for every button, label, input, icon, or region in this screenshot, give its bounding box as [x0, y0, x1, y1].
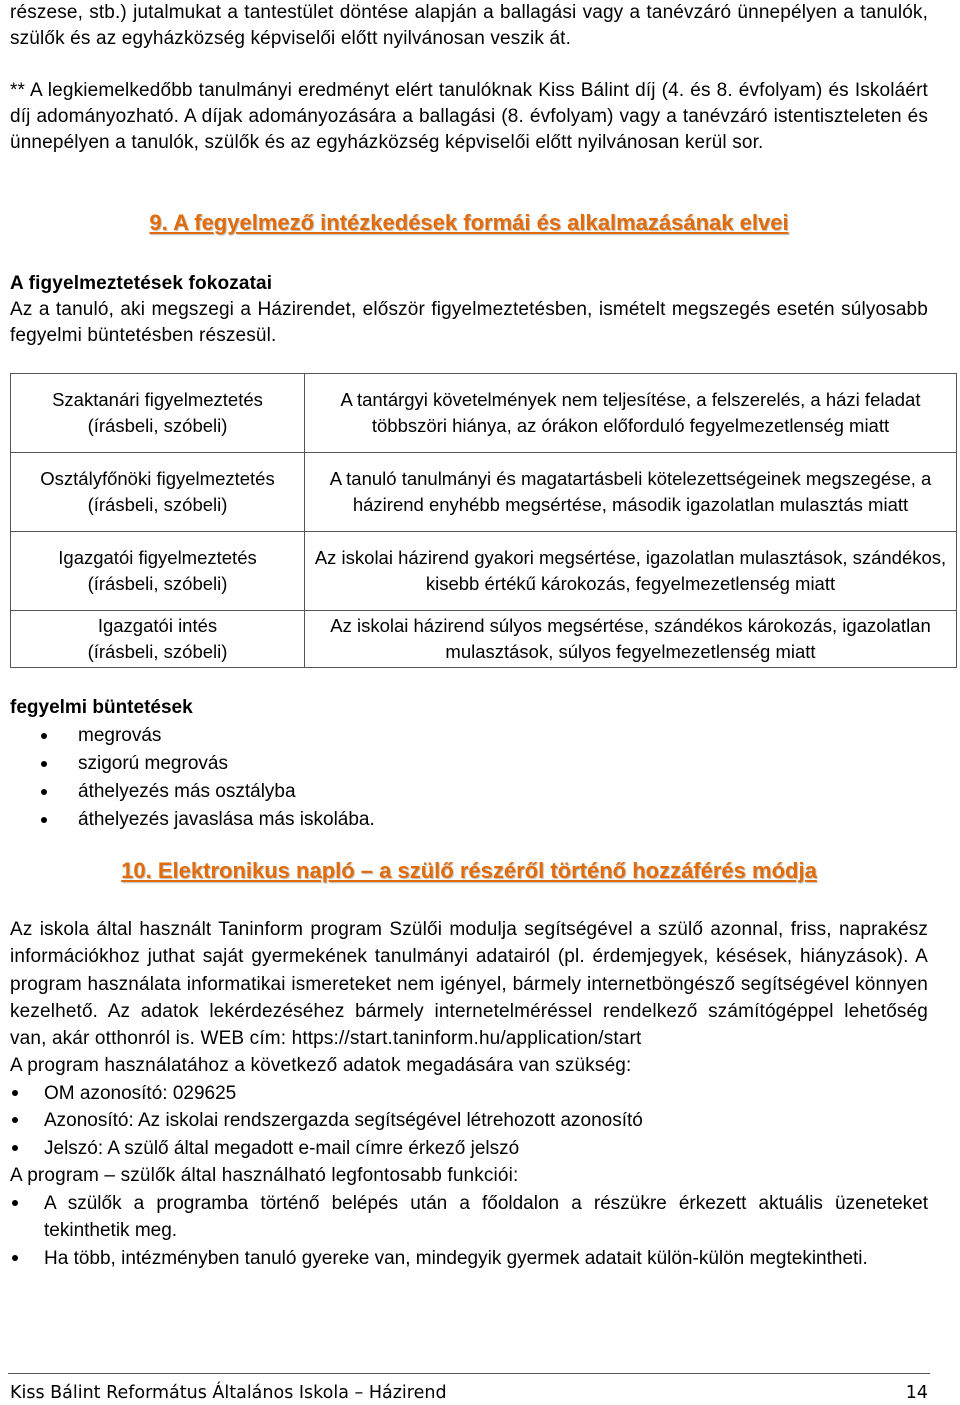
- warning-level-cell: [11, 374, 305, 453]
- list-item: Ha több, intézményben tanuló gyereke van, mindegyik gyermek adatait külön-külön megtekintheti.: [10, 1245, 928, 1273]
- penalties-title: fegyelmi büntetések: [10, 697, 193, 718]
- footer-title: Kiss Bálint Református Általános Iskola – Házirend: [10, 1383, 447, 1403]
- table-row: [11, 453, 957, 532]
- warning-form: (írásbeli, szóbeli): [87, 494, 228, 515]
- list-item: Jelszó: A szülő által megadott e-mail címre érkező jelszó: [10, 1135, 928, 1163]
- warning-form: (írásbeli, szóbeli): [87, 641, 228, 662]
- data-list: [10, 1080, 928, 1163]
- warnings-text: Az a tanuló, aki megszegi a Házirendet, először figyelmeztetésben, ismételt megszegés esetén súlyosabb fegyelmi büntetésben részesül.: [10, 299, 928, 346]
- warning-form: (írásbeli, szóbeli): [87, 573, 228, 594]
- footer-divider: [8, 1373, 930, 1374]
- section-10-heading: 10. Elektronikus napló – a szülő részéről történő hozzáférés módja: [121, 858, 817, 883]
- warning-level-cell: [11, 453, 305, 532]
- taninform-paragraph: Az iskola által használt Taninform program Szülői modulja segítségével a szülő azonnal, friss, naprakész információkhoz juthat saját gyermekének tanulmányi adatairól (pl. érdemjegyek, késések, hiányzások). A program használata informatikai ismereteket nem igényel, bármely internetböngésző segítségével könnyen kezelhető. Az adatok lekérdezéséhez bármely internetelméréssel rendelkező számítógéppel lehetőség van, akár otthonról is. WEB cím: https://start.taninform.hu/application/start: [10, 919, 928, 1050]
- warnings-subheading: A figyelmeztetések fokozatai: [10, 273, 273, 294]
- table-row: [11, 374, 957, 453]
- warning-reason: A tantárgyi követelmények nem teljesítése, a felszerelés, a házi feladat többszöri hiánya, az órákon előforduló fegyelmezetlenség miatt: [305, 374, 957, 453]
- functions-intro: A program – szülők által használható legfontosabb funkciói:: [10, 1165, 519, 1187]
- intro-paragraph: részese, stb.) jutalmukat a tantestület döntése alapján a ballagási vagy a tanévzáró ünnepélyen a tanulók, szülők és az egyházközség képviselői előtt nyilvánosan veszik át.: [10, 2, 928, 49]
- section-9-heading: 9. A fegyelmező intézkedések formái és alkalmazásának elvei: [149, 210, 789, 235]
- list-item: A szülők a programba történő belépés után a főoldalon a részükre érkezett aktuális üzeneteket tekinthetik meg.: [10, 1190, 928, 1245]
- list-item: szigorú megrovás: [10, 750, 928, 778]
- list-item: megrovás: [10, 722, 928, 750]
- table-row: [11, 611, 957, 668]
- warnings-intro: [10, 271, 928, 349]
- penalties-list: [10, 722, 928, 834]
- award-paragraph: ** A legkiemelkedőbb tanulmányi eredményt elért tanulóknak Kiss Bálint díj (4. és 8. évfolyam) és Iskoláért díj adományozható. A díjak adományozására a ballagási (8. évfolyam) vagy a tanévzáró istentiszteleten és ünnepélyen a tanulók, szülők és az egyházközség képviselői előtt nyilvánosan kerül sor.: [10, 80, 928, 153]
- warning-reason: Az iskolai házirend súlyos megsértése, szándékos károkozás, igazolatlan mulasztások, súlyos fegyelmezetlenség miatt: [305, 611, 957, 668]
- page-number: 14: [905, 1383, 928, 1403]
- penalties-block: [10, 694, 928, 834]
- warning-level-cell: [11, 532, 305, 611]
- warning-level: Igazgatói intés: [97, 614, 218, 636]
- warning-level-cell: [11, 611, 305, 668]
- warning-form: (írásbeli, szóbeli): [87, 415, 228, 436]
- list-item: áthelyezés más osztályba: [10, 778, 928, 806]
- table-row: [11, 532, 957, 611]
- section-10-body: [10, 916, 928, 1272]
- page-footer: [10, 1381, 928, 1405]
- warning-level: Szaktanári figyelmeztetés: [52, 388, 263, 410]
- functions-list: [10, 1190, 928, 1273]
- list-item: OM azonosító: 029625: [10, 1080, 928, 1108]
- warning-level: Igazgatói figyelmeztetés: [58, 546, 257, 568]
- list-item: Azonosító: Az iskolai rendszergazda segítségével létrehozott azonosító: [10, 1107, 928, 1135]
- warning-level: Osztályfőnöki figyelmeztetés: [40, 467, 275, 489]
- warnings-table: [10, 373, 957, 668]
- warning-reason: Az iskolai házirend gyakori megsértése, igazolatlan mulasztások, szándékos, kisebb értékű károkozás, fegyelmezetlenség miatt: [305, 532, 957, 611]
- list-item: áthelyezés javaslása más iskolába.: [10, 806, 928, 834]
- warning-reason: A tanuló tanulmányi és magatartásbeli kötelezettségeinek megszegése, a házirend enyhébb megsértése, második igazolatlan mulasztás miatt: [305, 453, 957, 532]
- data-intro: A program használatához a következő adatok megadására van szükség:: [10, 1055, 632, 1077]
- intro-block: [10, 0, 928, 156]
